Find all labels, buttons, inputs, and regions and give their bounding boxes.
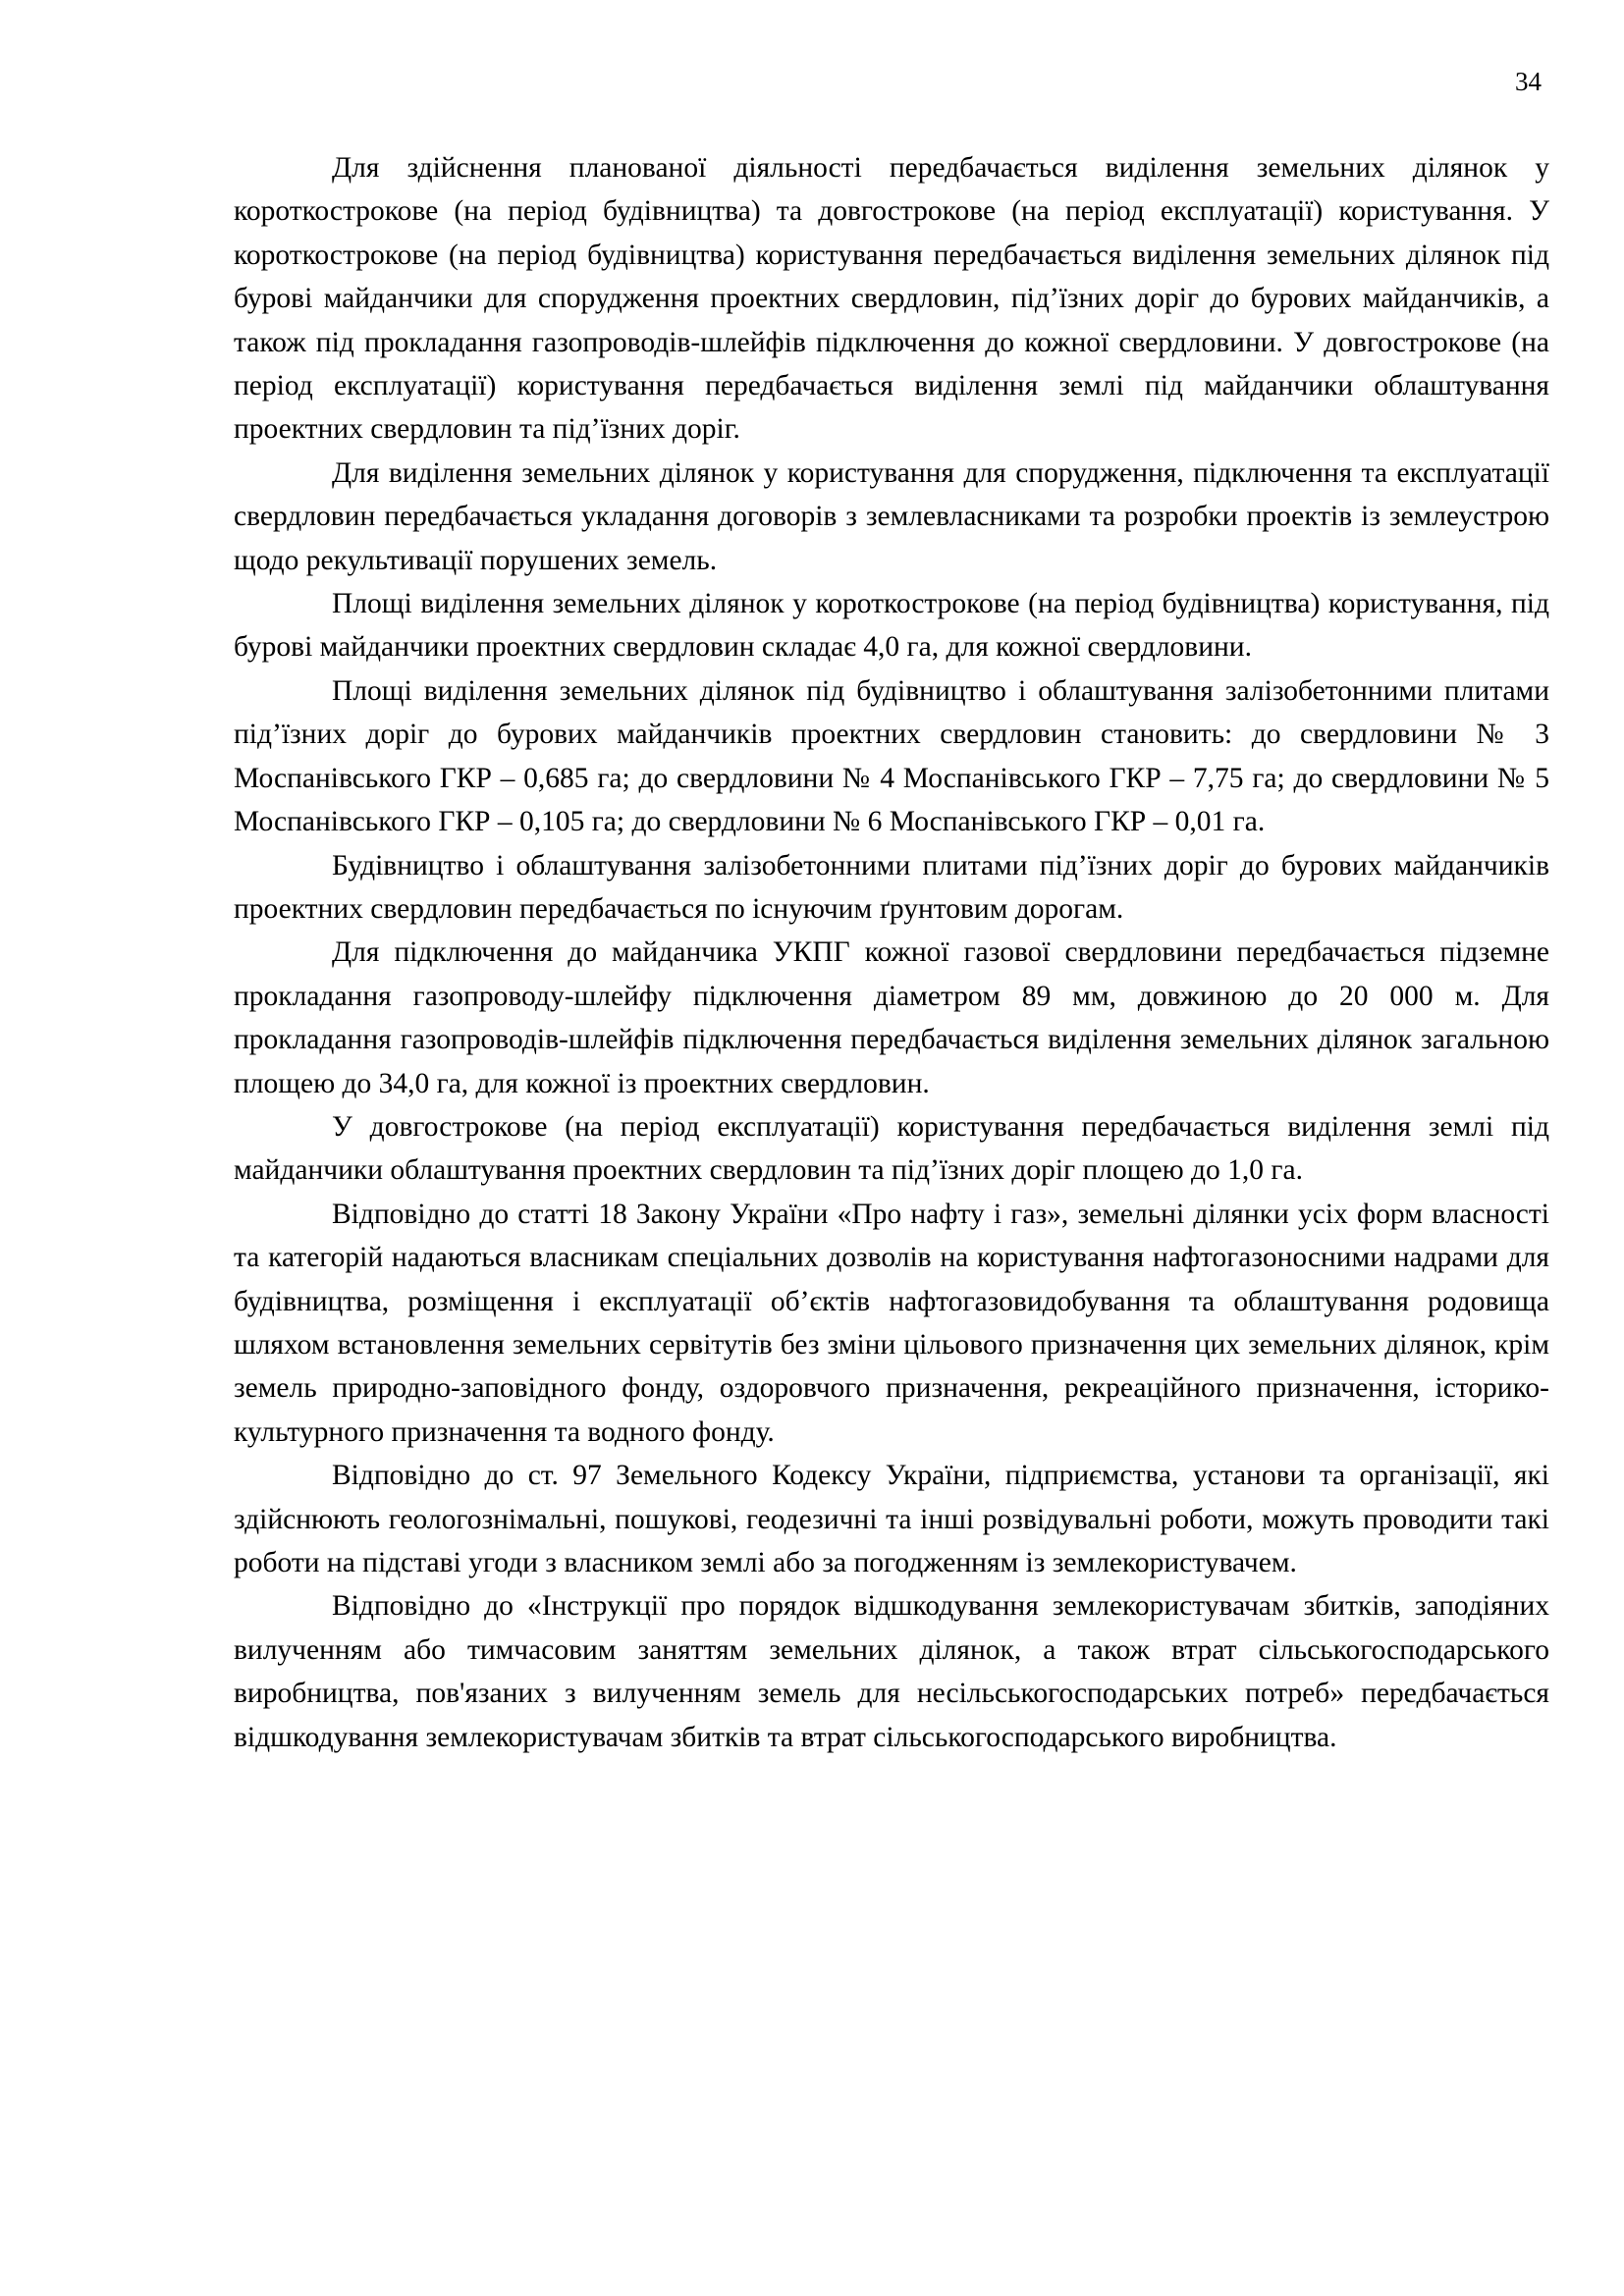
page-number: 34 <box>1515 67 1542 96</box>
paragraph-land-code: Відповідно до ст. 97 Земельного Кодексу України, підприємства, установи та організації, які здійснюють геологознімальні, пошукові, геодезичні та інші розвідувальні роботи, можуть проводити такі роботи на підставі угоди з власником землі або за погодженням із землекористувачем. <box>234 1460 1549 1578</box>
paragraph-land-use-agreements: Для виділення земельних ділянок у користування для спорудження, підключення та експлуатації свердловин передбачається укладання договорів з землевласниками та розробки проектів із землеустрою щодо рекультивації порушених земель. <box>234 456 1549 576</box>
paragraph-oil-gas-law: Відповідно до статті 18 Закону України «Про нафту і газ», земельні ділянки усіх форм власності та категорій надаються власникам спеціальних дозволів на користування нафтогазоносними надрами для будівництва, розміщення і експлуатації об’єктів нафтогазовидобування та облаштування родовища шляхом встановлення земельних сервітутів без зміни цільового призначення цих земельних ділянок, крім земель природно-заповідного фонду, оздоровчого призначення, рекреаційного призначення, історико-культурного призначення та водного фонду. <box>234 1198 1549 1448</box>
paragraph-drill-site-area: Площі виділення земельних ділянок у короткострокове (на період будівництва) користування, під бурові майданчики проектних свердловин складає 4,0 га, для кожної свердловини. <box>234 588 1549 664</box>
paragraph-long-term-use: У довгострокове (на період експлуатації) користування передбачається виділення землі під майданчики облаштування проектних свердловин та під’їзних доріг площею до 1,0 га. <box>234 1110 1549 1187</box>
paragraph-land-allocation-intro: Для здійснення планованої діяльності передбачається виділення земельних ділянок у короткострокове (на період будівництва) та довгострокове (на період експлуатації) користування. У короткострокове (на період будівництва) користування передбачається виділення земельних ділянок під бурові майданчики для спорудження проектних свердловин, під’їзних доріг до бурових майданчиків, а також під прокладання газопроводів-шлейфів підключення до кожної свердловини. У довгострокове (на період експлуатації) користування передбачається виділення землі під майданчики облаштування проектних свердловин та під’їзних доріг. <box>234 152 1549 446</box>
paragraph-compensation-instruction: Відповідно до «Інструкції про порядок відшкодування землекористувачам збитків, заподіяних вилученням або тимчасовим заняттям земельних ділянок, а також втрат сільськогосподарського виробництва, пов'язаних з вилученням земель для несільськогосподарських потреб» передбачається відшкодування землекористувачам збитків та втрат сільськогосподарського виробництва. <box>234 1590 1549 1753</box>
paragraph-road-construction: Будівництво і облаштування залізобетонними плитами під’їзних доріг до бурових майданчиків проектних свердловин передбачається по існуючим ґрунтовим дорогам. <box>234 849 1549 925</box>
paragraph-pipeline-connection: Для підключення до майданчика УКПГ кожної газової свердловини передбачається підземне прокладання газопроводу-шлейфу підключення діаметром 89 мм, довжиною до 20 000 м. Для прокладання газопроводів-шлейфів підключення передбачається виділення земельних ділянок загальною площею до 34,0 га, для кожної із проектних свердловин. <box>234 936 1549 1099</box>
paragraph-access-road-areas: Площі виділення земельних ділянок під будівництво і облаштування залізобетонними плитами під’їзних доріг до бурових майданчиків проектних свердловин становить: до свердловини № 3 Моспанівського ГКР – 0,685 га; до свердловини № 4 Моспанівського ГКР – 7,75 га; до свердловини № 5 Моспанівського ГКР – 0,105 га; до свердловини № 6 Моспанівського ГКР – 0,01 га. <box>234 674 1549 838</box>
document-body <box>234 146 1549 1759</box>
